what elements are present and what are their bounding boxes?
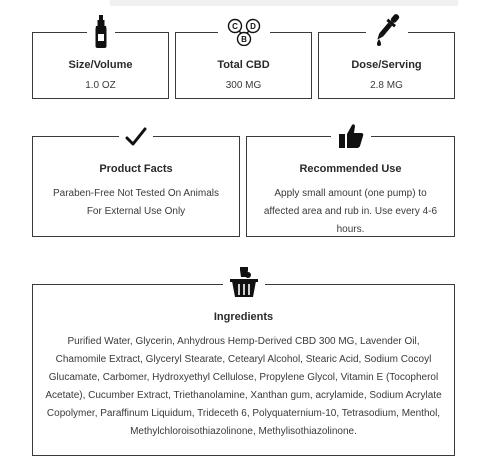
- product-facts-text: Paraben-Free Not Tested On Animals For External Use Only: [52, 188, 219, 217]
- recommended-use-card: [246, 136, 455, 237]
- size-title: Size/Volume: [68, 59, 133, 71]
- cbd-icon-letter-c: C: [231, 22, 238, 31]
- spec-card-dose: [318, 32, 455, 99]
- bottle-icon: [87, 15, 115, 49]
- spec-card-size: [32, 32, 169, 99]
- dose-value: 2.8 MG: [370, 80, 403, 91]
- basket-icon: [223, 265, 265, 301]
- dose-title: Dose/Serving: [351, 59, 422, 71]
- product-facts-title: Product Facts: [99, 163, 173, 175]
- size-value: 1.0 OZ: [85, 80, 116, 91]
- top-bar: [110, 0, 458, 6]
- ingredients-text: Purified Water, Glycerin, Anhydrous Hemp-Derived CBD 300 MG, Lavender Oil, Chamomile Extract, Glyceryl Stearate, Cetearyl Alcohol, Stearic Acid, Sodium Cocoyl Glucamate, Carbomer, Hydroxyethyl Cellulose, Propylene Glycol, Vitamin E (Tocopherol Acetate), Cucumber Extract, Triethanolamine, Xanthan gum, acrylamide, Sodium Acrylate Copolymer, Paraffinum Liquidum, Trideceth 6, Polyquaternium-10, Tetrasodium, Menthol, Methylchloroisothiazolinone, Methylisothiazolinone.: [45, 336, 442, 437]
- cbd-molecule-icon: [218, 17, 270, 47]
- thumbs-up-icon: [331, 121, 371, 151]
- product-facts-card: [32, 136, 240, 237]
- recommended-use-title: Recommended Use: [299, 163, 402, 175]
- recommended-use-text: Apply small amount (one pump) to affected area and rub in. Use every 4-6 hours.: [263, 188, 438, 235]
- spec-card-cbd: [175, 22, 312, 99]
- cbd-title: Total CBD: [217, 59, 270, 71]
- dropper-icon: [366, 13, 408, 47]
- checkmark-icon: [119, 125, 153, 149]
- ingredients-card: [32, 284, 455, 456]
- cbd-icon-letter-d: D: [249, 22, 256, 31]
- cbd-value: 300 MG: [225, 80, 262, 91]
- cbd-icon-letter-b: B: [240, 35, 247, 44]
- ingredients-title: Ingredients: [213, 311, 274, 323]
